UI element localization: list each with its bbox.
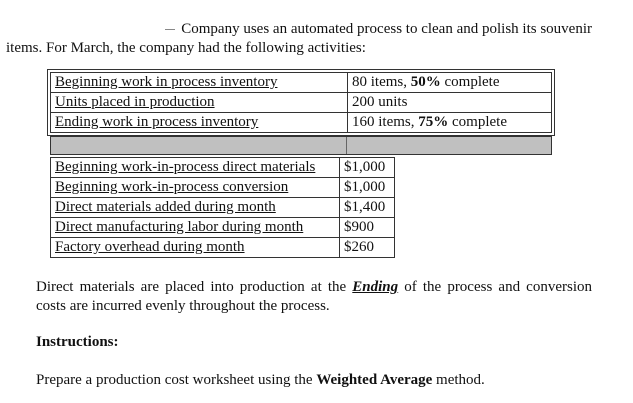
instructions-heading: Instructions: [36, 334, 119, 350]
ending-emphasis: Ending [352, 279, 399, 295]
company-name-blank [165, 29, 175, 30]
process-description: Direct materials are placed into production at the Ending of the process and conversion costs are incurred evenly throughout the process. [36, 279, 592, 314]
table-row [51, 198, 395, 218]
activity-value: 200 units [348, 93, 552, 113]
cost-value: $1,000 [340, 158, 395, 178]
cost-label: Direct manufacturing labor during month [51, 218, 340, 238]
activity-label: Beginning work in process inventory [51, 73, 348, 93]
table-row [51, 93, 552, 113]
cost-label: Beginning work-in-process conversion [51, 178, 340, 198]
cost-value: $1,400 [340, 198, 395, 218]
table-row [51, 158, 395, 178]
intro-paragraph [6, 20, 604, 58]
costs-table [50, 157, 395, 258]
activity-label: Ending work in process inventory [51, 113, 348, 133]
cost-value: $260 [340, 238, 395, 258]
separator-split [346, 137, 347, 154]
cost-value: $1,000 [340, 178, 395, 198]
cost-label: Factory overhead during month [51, 238, 340, 258]
table-row [51, 73, 552, 93]
table-row [51, 113, 552, 133]
activity-label: Units placed in production [51, 93, 348, 113]
separator-bar [50, 136, 552, 155]
table-row [51, 218, 395, 238]
activities-table [50, 72, 552, 133]
activity-value: 160 items, 75% complete [348, 113, 552, 133]
table-row [51, 178, 395, 198]
method-name: Weighted Average [316, 372, 433, 388]
instructions-text: Prepare a production cost worksheet using the Weighted Average method. [36, 372, 485, 388]
cost-label: Direct materials added during month [51, 198, 340, 218]
cost-label: Beginning work-in-process direct materials [51, 158, 340, 178]
intro-line-1-text: Company uses an automated process to clean and polish its souvenir [181, 21, 592, 37]
table-row [51, 238, 395, 258]
activity-value: 80 items, 50% complete [348, 73, 552, 93]
intro-line-2: items. For March, the company had the following activities: [6, 40, 366, 56]
cost-value: $900 [340, 218, 395, 238]
intro-line-1 [6, 20, 604, 39]
